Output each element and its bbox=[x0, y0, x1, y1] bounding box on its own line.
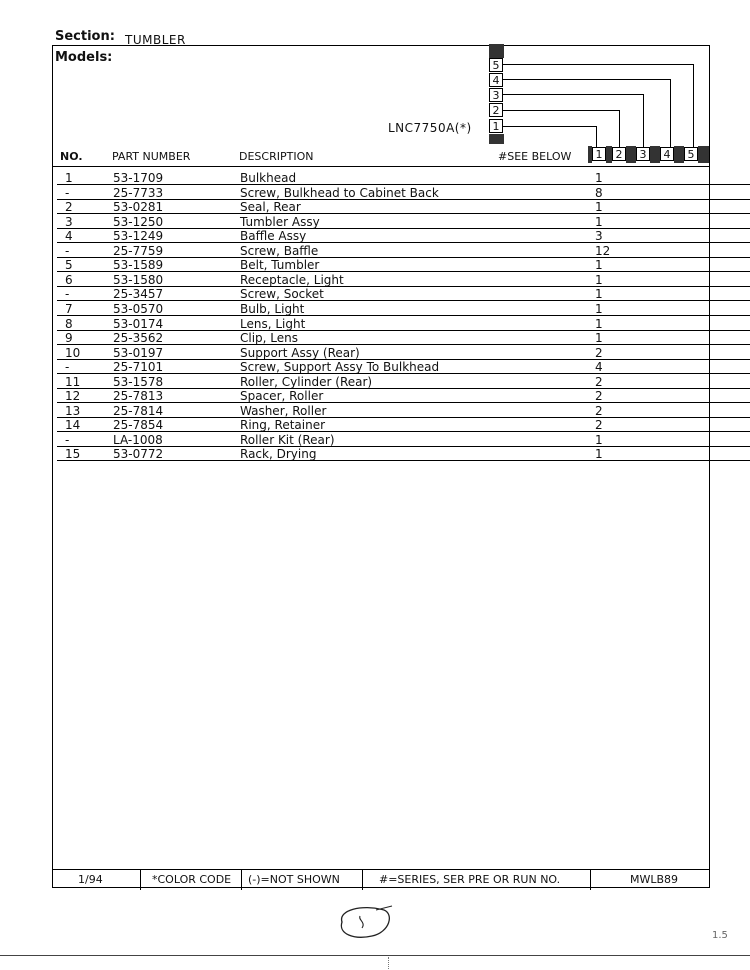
stack-box-2: 2 bbox=[489, 103, 503, 117]
row-description: Baffle Assy bbox=[240, 229, 307, 244]
row-no: 4 bbox=[65, 229, 73, 244]
column-number-boxes bbox=[588, 146, 710, 163]
row-quantity: 1 bbox=[595, 272, 603, 287]
row-no: 1 bbox=[65, 171, 73, 185]
table-row bbox=[52, 258, 710, 273]
col-box-2: 2 bbox=[612, 147, 626, 161]
page-stamp bbox=[332, 902, 396, 946]
row-no: 13 bbox=[65, 403, 81, 418]
table-row bbox=[52, 346, 710, 361]
section-value: TUMBLER bbox=[125, 33, 186, 47]
row-part-number: 53-0197 bbox=[113, 345, 164, 360]
row-no: - bbox=[65, 243, 70, 258]
row-quantity: 1 bbox=[595, 331, 603, 346]
row-no: 12 bbox=[65, 389, 81, 404]
row-quantity: 1 bbox=[595, 301, 603, 316]
row-quantity: 1 bbox=[595, 200, 603, 215]
row-description: Lens, Light bbox=[240, 316, 306, 331]
row-part-number: 53-1709 bbox=[113, 171, 164, 185]
table-row bbox=[52, 447, 710, 462]
row-quantity: 1 bbox=[595, 214, 603, 229]
row-quantity: 2 bbox=[595, 345, 603, 360]
table-row bbox=[52, 200, 710, 215]
row-quantity: 8 bbox=[595, 185, 603, 200]
table-row bbox=[52, 171, 710, 186]
row-quantity: 1 bbox=[595, 171, 603, 185]
row-no: 5 bbox=[65, 258, 73, 273]
table-row bbox=[52, 418, 710, 433]
table-row bbox=[52, 375, 710, 390]
footer-not-shown: (-)=NOT SHOWN bbox=[248, 873, 340, 886]
row-description: Ring, Retainer bbox=[240, 418, 326, 433]
row-no: 7 bbox=[65, 301, 73, 316]
col-box-3: 3 bbox=[636, 147, 650, 161]
row-part-number: 25-7759 bbox=[113, 243, 164, 258]
table-row bbox=[52, 317, 710, 332]
row-part-number: 25-7814 bbox=[113, 403, 164, 418]
table-row bbox=[52, 215, 710, 230]
page-bottom-rule bbox=[0, 955, 750, 956]
row-quantity: 2 bbox=[595, 403, 603, 418]
row-part-number: 25-7101 bbox=[113, 360, 164, 375]
table-row bbox=[52, 273, 710, 288]
col-box-5: 5 bbox=[684, 147, 698, 161]
row-quantity: 1 bbox=[595, 287, 603, 302]
models-label: Models: bbox=[55, 50, 113, 65]
footer-date: 1/94 bbox=[78, 873, 103, 886]
row-part-number: 53-1250 bbox=[113, 214, 164, 229]
row-no: - bbox=[65, 287, 70, 302]
row-description: Bulkhead bbox=[240, 171, 297, 185]
model-name: LNC7750A(*) bbox=[388, 121, 472, 135]
row-description: Roller Kit (Rear) bbox=[240, 432, 335, 447]
row-quantity: 1 bbox=[595, 258, 603, 273]
row-description: Roller, Cylinder (Rear) bbox=[240, 374, 373, 389]
row-description: Clip, Lens bbox=[240, 331, 299, 346]
row-no: - bbox=[65, 432, 70, 447]
row-no: 9 bbox=[65, 331, 73, 346]
table-row bbox=[52, 302, 710, 317]
table-row bbox=[52, 244, 710, 259]
row-quantity: 2 bbox=[595, 374, 603, 389]
row-description: Bulb, Light bbox=[240, 301, 305, 316]
model-column-diagram bbox=[0, 0, 750, 170]
table-row bbox=[52, 389, 710, 404]
table-row bbox=[52, 229, 710, 244]
row-quantity: 1 bbox=[595, 432, 603, 447]
row-no: - bbox=[65, 185, 70, 200]
row-no: 11 bbox=[65, 374, 81, 389]
row-quantity: 1 bbox=[595, 447, 603, 462]
row-description: Washer, Roller bbox=[240, 403, 327, 418]
row-part-number: 25-7854 bbox=[113, 418, 164, 433]
row-part-number: 53-1249 bbox=[113, 229, 164, 244]
row-part-number: 53-1589 bbox=[113, 258, 164, 273]
stack-box-5: 5 bbox=[489, 58, 503, 72]
header-part-number: PART NUMBER bbox=[112, 150, 191, 163]
col-box-4: 4 bbox=[660, 147, 674, 161]
row-description: Screw, Support Assy To Bulkhead bbox=[240, 360, 440, 375]
row-quantity: 2 bbox=[595, 418, 603, 433]
row-no: 2 bbox=[65, 200, 73, 215]
row-part-number: 25-3457 bbox=[113, 287, 164, 302]
row-no: 8 bbox=[65, 316, 73, 331]
col-box-1: 1 bbox=[592, 147, 606, 161]
row-description: Seal, Rear bbox=[240, 200, 301, 215]
footer-color-code: *COLOR CODE bbox=[152, 873, 232, 886]
row-part-number: 25-7813 bbox=[113, 389, 164, 404]
row-part-number: 53-0174 bbox=[113, 316, 164, 331]
header-rule bbox=[52, 166, 710, 167]
row-part-number: 53-0281 bbox=[113, 200, 164, 215]
row-part-number: 25-7733 bbox=[113, 185, 164, 200]
table-row bbox=[52, 331, 710, 346]
row-quantity: 2 bbox=[595, 389, 603, 404]
footer-doc-code: MWLB89 bbox=[630, 873, 679, 886]
row-description: Spacer, Roller bbox=[240, 389, 324, 404]
corner-mark: 1.5 bbox=[712, 930, 728, 941]
section-label: Section: bbox=[55, 29, 115, 44]
row-description: Tumbler Assy bbox=[240, 214, 320, 229]
row-description: Screw, Socket bbox=[240, 287, 324, 302]
center-tick bbox=[388, 957, 389, 969]
row-no: 14 bbox=[65, 418, 81, 433]
row-no: 15 bbox=[65, 447, 81, 462]
row-quantity: 1 bbox=[595, 316, 603, 331]
row-no: 10 bbox=[65, 345, 81, 360]
row-quantity: 12 bbox=[595, 243, 611, 258]
row-description: Receptacle, Light bbox=[240, 272, 344, 287]
stack-box-3: 3 bbox=[489, 88, 503, 102]
stack-box-4: 4 bbox=[489, 73, 503, 87]
row-description: Belt, Tumbler bbox=[240, 258, 320, 273]
row-no: - bbox=[65, 360, 70, 375]
stack-box-1: 1 bbox=[489, 119, 503, 133]
row-quantity: 3 bbox=[595, 229, 603, 244]
header-description: DESCRIPTION bbox=[239, 150, 314, 163]
row-part-number: 53-0570 bbox=[113, 301, 164, 316]
header-no: NO. bbox=[60, 150, 83, 163]
table-row bbox=[52, 404, 710, 419]
row-quantity: 4 bbox=[595, 360, 603, 375]
row-description: Screw, Baffle bbox=[240, 243, 319, 258]
footer-bar bbox=[52, 869, 710, 890]
table-row bbox=[52, 186, 710, 201]
footer-series-note: #=SERIES, SER PRE OR RUN NO. bbox=[379, 873, 561, 886]
row-part-number: LA-1008 bbox=[113, 432, 163, 447]
table-row bbox=[52, 360, 710, 375]
row-part-number: 53-0772 bbox=[113, 447, 164, 462]
row-part-number: 25-3562 bbox=[113, 331, 164, 346]
row-no: 3 bbox=[65, 214, 73, 229]
row-description: Screw, Bulkhead to Cabinet Back bbox=[240, 185, 439, 200]
row-no: 6 bbox=[65, 272, 73, 287]
row-description: Support Assy (Rear) bbox=[240, 345, 360, 360]
table-row bbox=[52, 433, 710, 448]
table-row bbox=[52, 287, 710, 302]
row-description: Rack, Drying bbox=[240, 447, 317, 462]
row-part-number: 53-1580 bbox=[113, 272, 164, 287]
row-part-number: 53-1578 bbox=[113, 374, 164, 389]
header-see-below: #SEE BELOW bbox=[498, 150, 572, 163]
